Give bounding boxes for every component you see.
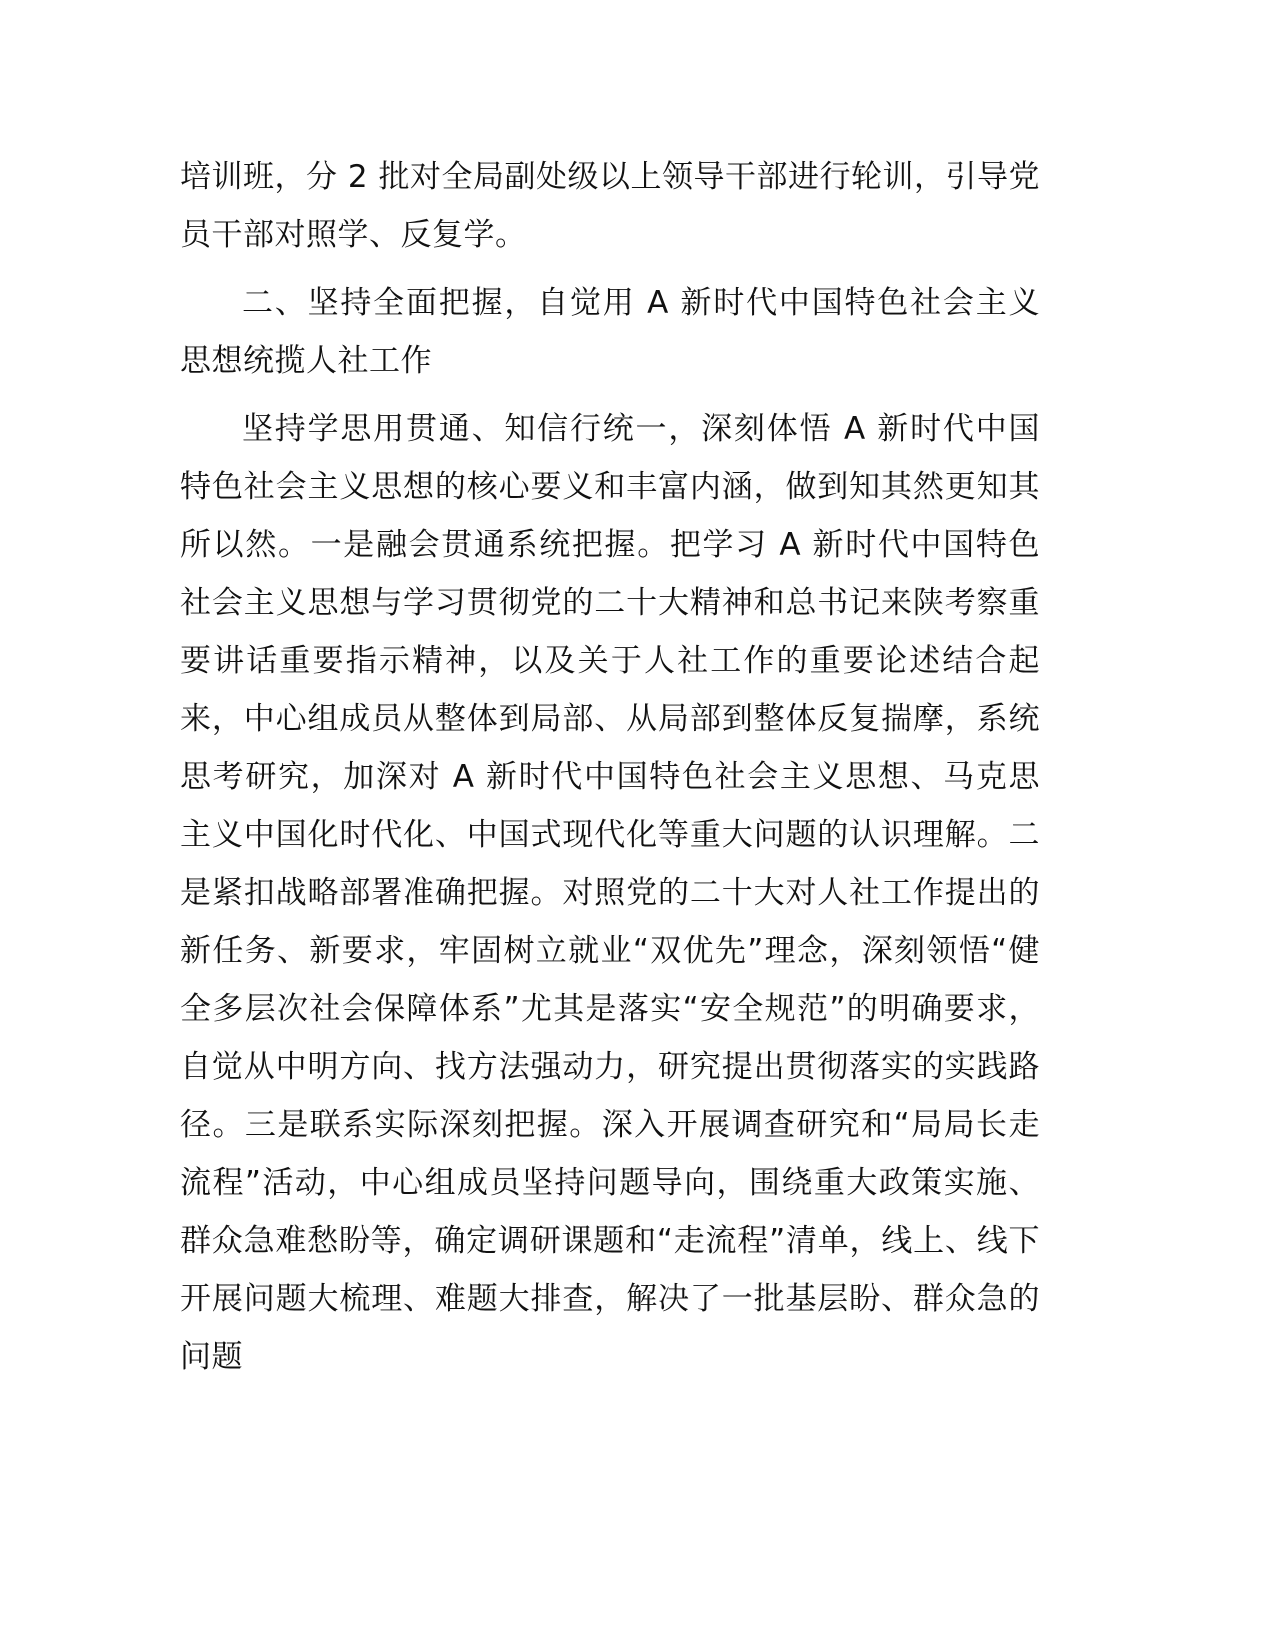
paragraph-body: 坚持学思用贯通、知信行统一，深刻体悟 A 新时代中国特色社会主义思想的核心要义和丰富内涵，做到知其然更知其所以然。一是融会贯通系统把握。把学习 A 新时代中国特色社会主义思想与学习贯彻党的二十大精神和总书记来陕考察重要讲话重要指示精神，以及关于人社工作的重要论述结合起来，中心组成员从整体到局部、从局部到整体反复揣摩，系统思考研究，加深对 A 新时代中国特色社会主义思想、马克思主义中国化时代化、中国式现代化等重大问题的认识理解。二是紧扣战略部署准确把握。对照党的二十大对人社工作提出的新任务、新要求，牢固树立就业“双优先”理念，深刻领悟“健全多层次社会保障体系”尤其是落实“安全规范”的明确要求，自觉从中明方向、找方法强动力，研究提出贯彻落实的实践路径。三是联系实际深刻把握。深入开展调查研究和“局局长走流程”活动，中心组成员坚持问题导向，围绕重大政策实施、群众急难愁盼等，确定调研课题和“走流程”清单，线上、线下开展问题大梳理、难题大排查，解决了一批基层盼、群众急的问题	[180, 411, 1040, 1375]
paragraph-continuation: 培训班，分 2 批对全局副处级以上领导干部进行轮训，引导党员干部对照学、反复学。	[180, 159, 1040, 253]
document-body	[180, 148, 1040, 1386]
section-heading: 二、坚持全面把握，自觉用 A 新时代中国特色社会主义思想统揽人社工作	[180, 285, 1040, 379]
